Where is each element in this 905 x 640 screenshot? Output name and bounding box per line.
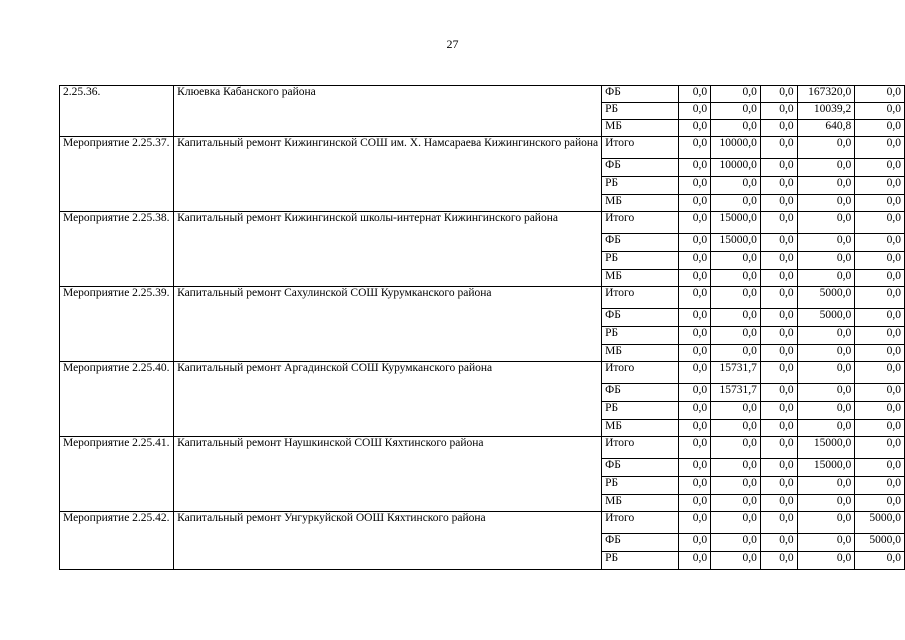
amount-cell: 5000,0 bbox=[855, 512, 905, 534]
amount-cell: 0,0 bbox=[760, 552, 797, 570]
funding-source: Итого bbox=[602, 512, 679, 534]
amount-cell: 0,0 bbox=[679, 345, 711, 362]
amount-cell: 0,0 bbox=[711, 195, 761, 212]
measure-name: Капитальный ремонт Аргадинской СОШ Курумканского района bbox=[174, 362, 602, 437]
amount-cell: 0,0 bbox=[760, 177, 797, 195]
amount-cell: 10000,0 bbox=[711, 159, 761, 177]
budget-table bbox=[59, 85, 905, 570]
amount-cell: 0,0 bbox=[760, 103, 797, 120]
amount-cell: 0,0 bbox=[760, 137, 797, 159]
amount-cell: 0,0 bbox=[797, 177, 855, 195]
amount-cell: 0,0 bbox=[679, 287, 711, 309]
amount-cell: 0,0 bbox=[711, 420, 761, 437]
table-row bbox=[60, 86, 905, 103]
amount-cell: 15000,0 bbox=[797, 437, 855, 459]
amount-cell: 0,0 bbox=[855, 384, 905, 402]
amount-cell: 0,0 bbox=[760, 120, 797, 137]
amount-cell: 0,0 bbox=[679, 234, 711, 252]
amount-cell: 0,0 bbox=[679, 477, 711, 495]
amount-cell: 0,0 bbox=[711, 103, 761, 120]
page-number: 27 bbox=[446, 37, 459, 51]
measure-name: Капитальный ремонт Сахулинской СОШ Курумканского района bbox=[174, 287, 602, 362]
amount-cell: 0,0 bbox=[855, 437, 905, 459]
amount-cell: 0,0 bbox=[855, 459, 905, 477]
amount-cell: 0,0 bbox=[797, 159, 855, 177]
amount-cell: 0,0 bbox=[760, 327, 797, 345]
amount-cell: 0,0 bbox=[797, 384, 855, 402]
amount-cell: 0,0 bbox=[760, 309, 797, 327]
amount-cell: 167320,0 bbox=[797, 86, 855, 103]
funding-source: ФБ bbox=[602, 234, 679, 252]
amount-cell: 0,0 bbox=[797, 362, 855, 384]
amount-cell: 0,0 bbox=[711, 495, 761, 512]
amount-cell: 0,0 bbox=[760, 459, 797, 477]
amount-cell: 0,0 bbox=[855, 159, 905, 177]
funding-source: МБ bbox=[602, 195, 679, 212]
amount-cell: 0,0 bbox=[679, 327, 711, 345]
funding-source: РБ bbox=[602, 402, 679, 420]
amount-cell: 0,0 bbox=[855, 345, 905, 362]
amount-cell: 0,0 bbox=[855, 420, 905, 437]
amount-cell: 0,0 bbox=[855, 252, 905, 270]
amount-cell: 0,0 bbox=[797, 345, 855, 362]
table-row bbox=[60, 437, 905, 459]
amount-cell: 0,0 bbox=[760, 362, 797, 384]
funding-source: РБ bbox=[602, 177, 679, 195]
amount-cell: 0,0 bbox=[855, 120, 905, 137]
amount-cell: 5000,0 bbox=[797, 287, 855, 309]
amount-cell: 0,0 bbox=[855, 103, 905, 120]
amount-cell: 0,0 bbox=[711, 309, 761, 327]
amount-cell: 0,0 bbox=[679, 120, 711, 137]
amount-cell: 0,0 bbox=[855, 195, 905, 212]
amount-cell: 10039,2 bbox=[797, 103, 855, 120]
amount-cell: 0,0 bbox=[855, 309, 905, 327]
amount-cell: 0,0 bbox=[711, 477, 761, 495]
amount-cell: 0,0 bbox=[711, 459, 761, 477]
amount-cell: 0,0 bbox=[855, 327, 905, 345]
measure-name: Капитальный ремонт Наушкинской СОШ Кяхтинского района bbox=[174, 437, 602, 512]
funding-source: Итого bbox=[602, 362, 679, 384]
measure-id: Мероприятие 2.25.41. bbox=[60, 437, 174, 512]
amount-cell: 0,0 bbox=[797, 495, 855, 512]
amount-cell: 640,8 bbox=[797, 120, 855, 137]
measure-id: Мероприятие 2.25.37. bbox=[60, 137, 174, 212]
amount-cell: 0,0 bbox=[760, 195, 797, 212]
amount-cell: 0,0 bbox=[679, 402, 711, 420]
amount-cell: 0,0 bbox=[679, 552, 711, 570]
amount-cell: 0,0 bbox=[797, 212, 855, 234]
funding-source: ФБ bbox=[602, 384, 679, 402]
funding-source: Итого bbox=[602, 212, 679, 234]
funding-source: МБ bbox=[602, 420, 679, 437]
amount-cell: 0,0 bbox=[797, 270, 855, 287]
amount-cell: 0,0 bbox=[797, 477, 855, 495]
amount-cell: 0,0 bbox=[679, 459, 711, 477]
amount-cell: 0,0 bbox=[711, 270, 761, 287]
amount-cell: 0,0 bbox=[855, 362, 905, 384]
amount-cell: 0,0 bbox=[679, 362, 711, 384]
amount-cell: 0,0 bbox=[797, 512, 855, 534]
amount-cell: 15731,7 bbox=[711, 384, 761, 402]
table-row bbox=[60, 212, 905, 234]
measure-id: Мероприятие 2.25.42. bbox=[60, 512, 174, 570]
amount-cell: 0,0 bbox=[760, 477, 797, 495]
amount-cell: 0,0 bbox=[797, 534, 855, 552]
amount-cell: 0,0 bbox=[711, 402, 761, 420]
amount-cell: 0,0 bbox=[797, 420, 855, 437]
amount-cell: 0,0 bbox=[679, 159, 711, 177]
table-body bbox=[60, 86, 905, 570]
amount-cell: 0,0 bbox=[797, 252, 855, 270]
table-row bbox=[60, 137, 905, 159]
amount-cell: 0,0 bbox=[855, 477, 905, 495]
amount-cell: 0,0 bbox=[760, 384, 797, 402]
amount-cell: 0,0 bbox=[855, 402, 905, 420]
amount-cell: 0,0 bbox=[760, 345, 797, 362]
funding-source: МБ bbox=[602, 345, 679, 362]
amount-cell: 0,0 bbox=[711, 86, 761, 103]
funding-source: МБ bbox=[602, 270, 679, 287]
measure-name: Капитальный ремонт Унгуркуйской ООШ Кяхтинского района bbox=[174, 512, 602, 570]
amount-cell: 0,0 bbox=[711, 252, 761, 270]
amount-cell: 0,0 bbox=[760, 270, 797, 287]
amount-cell: 0,0 bbox=[760, 512, 797, 534]
amount-cell: 10000,0 bbox=[711, 137, 761, 159]
amount-cell: 15000,0 bbox=[711, 212, 761, 234]
amount-cell: 0,0 bbox=[760, 234, 797, 252]
amount-cell: 0,0 bbox=[855, 270, 905, 287]
amount-cell: 0,0 bbox=[760, 402, 797, 420]
funding-source: РБ bbox=[602, 552, 679, 570]
amount-cell: 0,0 bbox=[855, 234, 905, 252]
funding-source: РБ bbox=[602, 252, 679, 270]
amount-cell: 0,0 bbox=[679, 512, 711, 534]
amount-cell: 0,0 bbox=[679, 270, 711, 287]
funding-source: Итого bbox=[602, 137, 679, 159]
amount-cell: 0,0 bbox=[855, 552, 905, 570]
amount-cell: 5000,0 bbox=[797, 309, 855, 327]
amount-cell: 0,0 bbox=[855, 86, 905, 103]
table-row bbox=[60, 512, 905, 534]
funding-source: Итого bbox=[602, 287, 679, 309]
amount-cell: 0,0 bbox=[760, 437, 797, 459]
amount-cell: 0,0 bbox=[760, 534, 797, 552]
amount-cell: 0,0 bbox=[711, 437, 761, 459]
amount-cell: 0,0 bbox=[711, 552, 761, 570]
amount-cell: 0,0 bbox=[679, 495, 711, 512]
funding-source: МБ bbox=[602, 495, 679, 512]
funding-source: Итого bbox=[602, 437, 679, 459]
amount-cell: 0,0 bbox=[679, 309, 711, 327]
measure-name: Капитальный ремонт Кижингинской СОШ им. Х. Намсараева Кижингинского района bbox=[174, 137, 602, 212]
funding-source: РБ bbox=[602, 327, 679, 345]
amount-cell: 0,0 bbox=[760, 287, 797, 309]
amount-cell: 0,0 bbox=[760, 252, 797, 270]
amount-cell: 0,0 bbox=[711, 345, 761, 362]
measure-id: 2.25.36. bbox=[60, 86, 174, 137]
funding-source: ФБ bbox=[602, 159, 679, 177]
funding-source: ФБ bbox=[602, 534, 679, 552]
measure-id: Мероприятие 2.25.39. bbox=[60, 287, 174, 362]
amount-cell: 0,0 bbox=[679, 177, 711, 195]
measure-name: Клюевка Кабанского района bbox=[174, 86, 602, 137]
amount-cell: 0,0 bbox=[760, 420, 797, 437]
amount-cell: 0,0 bbox=[760, 86, 797, 103]
measure-id: Мероприятие 2.25.40. bbox=[60, 362, 174, 437]
amount-cell: 0,0 bbox=[679, 195, 711, 212]
amount-cell: 0,0 bbox=[679, 384, 711, 402]
amount-cell: 0,0 bbox=[679, 420, 711, 437]
table-row bbox=[60, 362, 905, 384]
amount-cell: 0,0 bbox=[711, 120, 761, 137]
amount-cell: 0,0 bbox=[760, 495, 797, 512]
funding-source: ФБ bbox=[602, 86, 679, 103]
amount-cell: 0,0 bbox=[855, 137, 905, 159]
amount-cell: 0,0 bbox=[679, 437, 711, 459]
amount-cell: 0,0 bbox=[855, 212, 905, 234]
amount-cell: 0,0 bbox=[711, 327, 761, 345]
funding-source: РБ bbox=[602, 103, 679, 120]
amount-cell: 0,0 bbox=[679, 534, 711, 552]
amount-cell: 15000,0 bbox=[711, 234, 761, 252]
amount-cell: 0,0 bbox=[797, 137, 855, 159]
amount-cell: 0,0 bbox=[679, 212, 711, 234]
amount-cell: 0,0 bbox=[679, 86, 711, 103]
table-row bbox=[60, 287, 905, 309]
amount-cell: 15000,0 bbox=[797, 459, 855, 477]
amount-cell: 0,0 bbox=[797, 234, 855, 252]
funding-source: ФБ bbox=[602, 459, 679, 477]
amount-cell: 0,0 bbox=[797, 327, 855, 345]
amount-cell: 0,0 bbox=[711, 512, 761, 534]
amount-cell: 0,0 bbox=[797, 402, 855, 420]
amount-cell: 15731,7 bbox=[711, 362, 761, 384]
amount-cell: 0,0 bbox=[679, 103, 711, 120]
amount-cell: 0,0 bbox=[797, 195, 855, 212]
amount-cell: 0,0 bbox=[855, 177, 905, 195]
amount-cell: 0,0 bbox=[711, 534, 761, 552]
amount-cell: 0,0 bbox=[760, 159, 797, 177]
amount-cell: 0,0 bbox=[679, 137, 711, 159]
amount-cell: 0,0 bbox=[797, 552, 855, 570]
amount-cell: 5000,0 bbox=[855, 534, 905, 552]
funding-source: РБ bbox=[602, 477, 679, 495]
amount-cell: 0,0 bbox=[855, 287, 905, 309]
measure-id: Мероприятие 2.25.38. bbox=[60, 212, 174, 287]
funding-source: ФБ bbox=[602, 309, 679, 327]
amount-cell: 0,0 bbox=[711, 287, 761, 309]
measure-name: Капитальный ремонт Кижингинской школы-интернат Кижингинского района bbox=[174, 212, 602, 287]
amount-cell: 0,0 bbox=[855, 495, 905, 512]
amount-cell: 0,0 bbox=[760, 212, 797, 234]
amount-cell: 0,0 bbox=[679, 252, 711, 270]
funding-source: МБ bbox=[602, 120, 679, 137]
amount-cell: 0,0 bbox=[711, 177, 761, 195]
